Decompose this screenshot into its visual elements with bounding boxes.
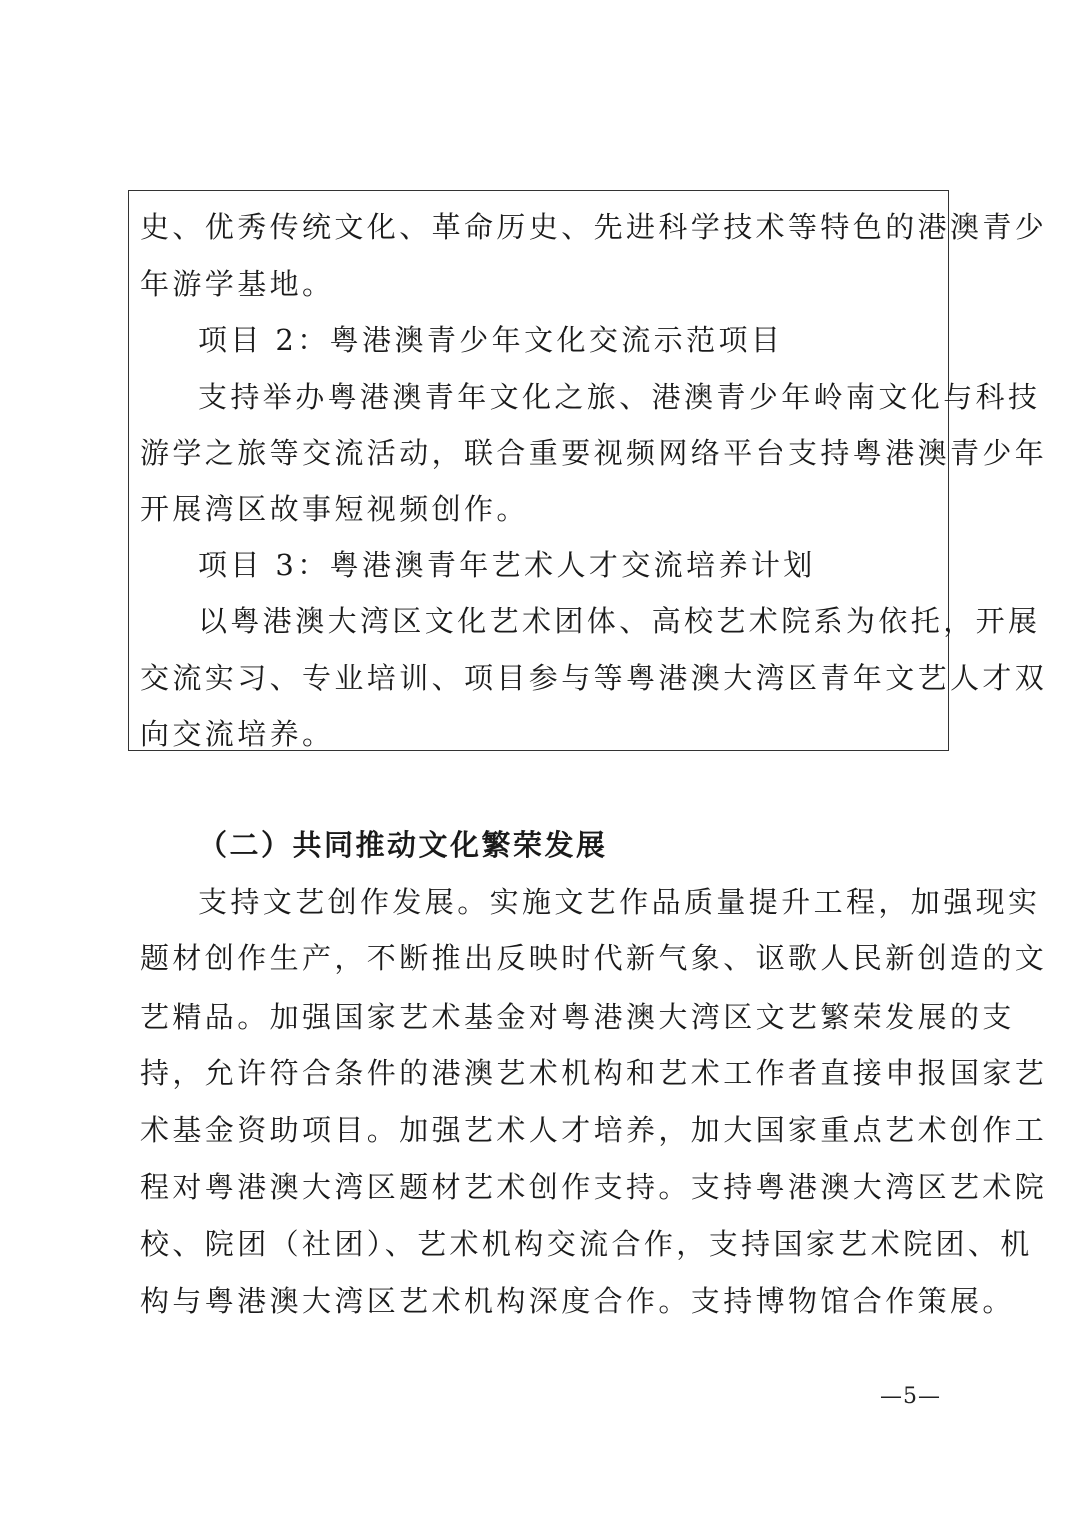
body-line-6: 程对粤港澳大湾区题材艺术创作支持。支持粤港澳大湾区艺术院 — [140, 1170, 1048, 1204]
box-line-2: 年游学基地。 — [140, 267, 335, 301]
body-line-7: 校、院团（社团）、艺术机构交流合作，支持国家艺术院团、机 — [140, 1227, 1033, 1261]
section-heading: （二）共同推动文化繁荣发展 — [198, 828, 608, 862]
box-line-9: 交流实习、专业培训、项目参与等粤港澳大湾区青年文艺人才双 — [140, 661, 1048, 695]
box-line-8: 以粤港澳大湾区文化艺术团体、高校艺术院系为依托，开展 — [198, 604, 1041, 638]
project-3-title: 项目 3：粤港澳青年艺术人才交流培养计划 — [198, 548, 816, 582]
body-line-1: 支持文艺创作发展。实施文艺作品质量提升工程，加强现实 — [198, 885, 1041, 919]
body-line-2: 题材创作生产，不断推出反映时代新气象、讴歌人民新创造的文 — [140, 941, 1048, 975]
box-line-5: 游学之旅等交流活动，联合重要视频网络平台支持粤港澳青少年 — [140, 436, 1048, 470]
box-line-1: 史、优秀传统文化、革命历史、先进科学技术等特色的港澳青少 — [140, 210, 1048, 244]
box-line-4: 支持举办粤港澳青年文化之旅、港澳青少年岭南文化与科技 — [198, 380, 1041, 414]
project-2-title: 项目 2：粤港澳青少年文化交流示范项目 — [198, 323, 784, 357]
page-number: —5— — [880, 1384, 941, 1409]
body-line-8: 构与粤港澳大湾区艺术机构深度合作。支持博物馆合作策展。 — [140, 1284, 1015, 1318]
body-line-5: 术基金资助项目。加强艺术人才培养，加大国家重点艺术创作工 — [140, 1113, 1048, 1147]
box-line-10: 向交流培养。 — [140, 717, 335, 751]
body-line-4: 持，允许符合条件的港澳艺术机构和艺术工作者直接申报国家艺 — [140, 1056, 1048, 1090]
box-line-6: 开展湾区故事短视频创作。 — [140, 492, 529, 526]
body-line-3: 艺精品。加强国家艺术基金对粤港澳大湾区文艺繁荣发展的支 — [140, 1000, 1015, 1034]
